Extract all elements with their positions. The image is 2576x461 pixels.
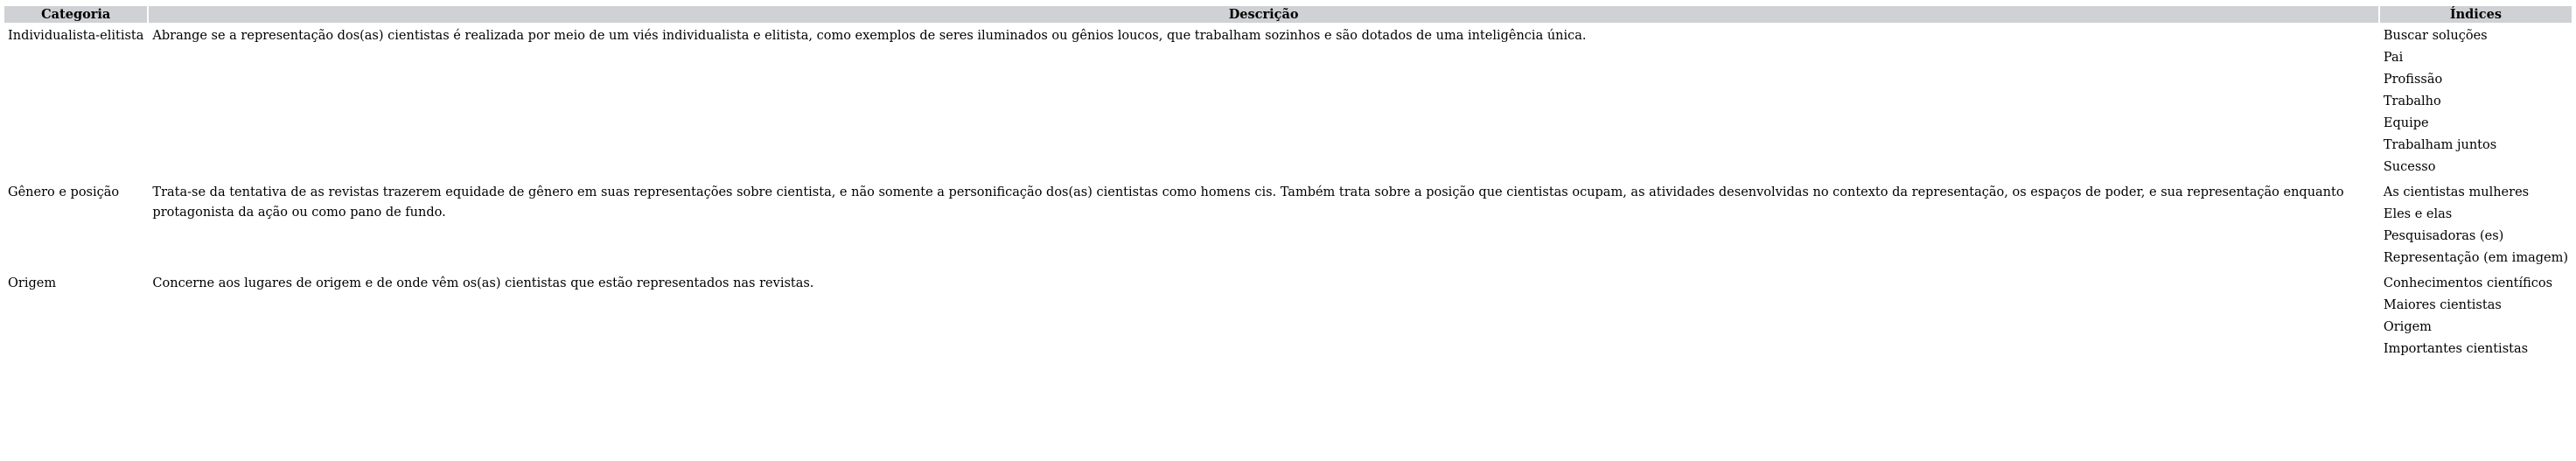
categoria-cell: Origem bbox=[8, 276, 57, 290]
index-item: Sucesso bbox=[2383, 160, 2436, 174]
index-item: Equipe bbox=[2383, 116, 2429, 130]
header-indices: Índices bbox=[2380, 6, 2572, 23]
index-item: Pai bbox=[2383, 51, 2404, 65]
index-item: Profissão bbox=[2383, 73, 2443, 87]
index-item: As cientistas mulheres bbox=[2383, 185, 2530, 199]
indices-cell bbox=[2380, 272, 2572, 361]
table-row bbox=[4, 24, 2572, 179]
descricao-cell: Trata-se da tentativa de as revistas trazerem equidade de gênero em suas representações sobre cientista, e não somente a personificação dos(as) cientistas como homens cis. Também trata sobre a posição que cientistas ocupam, as atividades desenvolvidas no contexto da representação, os espaços de poder, e sua representação enquanto protagonista da ação ou como pano de fundo. bbox=[152, 185, 2344, 220]
header-categoria: Categoria bbox=[4, 6, 147, 23]
categoria-cell: Gênero e posição bbox=[8, 185, 120, 199]
index-item: Trabalham juntos bbox=[2383, 138, 2497, 152]
descricao-cell: Concerne aos lugares de origem e de onde vêm os(as) cientistas que estão representados nas revistas. bbox=[152, 276, 814, 290]
indices-cell bbox=[2380, 181, 2572, 270]
index-item: Origem bbox=[2383, 320, 2432, 334]
index-item: Trabalho bbox=[2383, 94, 2441, 108]
index-item: Importantes cientistas bbox=[2383, 342, 2529, 356]
indices-cell bbox=[2380, 24, 2572, 179]
table-row bbox=[4, 272, 2572, 361]
descricao-cell: Abrange se a representação dos(as) cientistas é realizada por meio de um viés individualista e elitista, como exemplos de seres iluminados ou gênios loucos, que trabalham sozinhos e são dotados de uma inteligência única. bbox=[152, 29, 1587, 43]
index-item: Conhecimentos científicos bbox=[2383, 276, 2553, 290]
categoria-cell: Individualista-elitista bbox=[8, 29, 144, 43]
index-item: Buscar soluções bbox=[2383, 29, 2488, 43]
header-descricao: Descrição bbox=[149, 6, 2377, 23]
index-item: Pesquisadoras (es) bbox=[2383, 229, 2504, 243]
index-item: Maiores cientistas bbox=[2383, 298, 2502, 312]
index-item: Eles e elas bbox=[2383, 207, 2453, 221]
categories-table bbox=[3, 4, 2573, 363]
table-header-row bbox=[4, 6, 2572, 23]
index-item: Representação (em imagem) bbox=[2383, 251, 2568, 265]
table-row bbox=[4, 181, 2572, 270]
